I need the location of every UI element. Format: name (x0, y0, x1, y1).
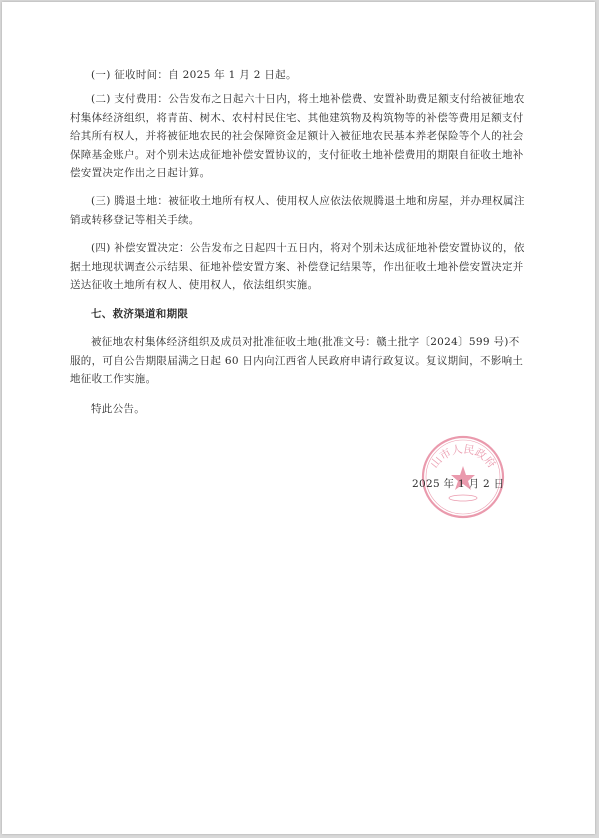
paragraph-remedy: 被征地农村集体经济组织及成员对批准征收土地(批准文号：赣土批字〔2024〕599 号)不服的，可自公告期限届满之日起 60 日内向江西省人民政府申请行政复议。复议期间，不影响土地征收工作实施。 (70, 336, 524, 386)
document-page (2, 2, 595, 834)
paragraph-payment: (二) 支付费用：公告发布之日起六十日内，将土地补偿费、安置补助费足额支付给被征地农村集体经济组织，将青苗、树木、农村村民住宅、其他建筑物及构筑物等的补偿等费用足额支付给其所有权人，并将被征地农民的社会保障资金足额计入被征地农民基本养老保险等个人的社会保障基金账户。对个别未达成征地补偿安置协议的，支付征收土地补偿费用的期限自征收土地补偿安置决定作出之日起计算。 (70, 93, 525, 180)
section-heading-remedy: 七、救济渠道和期限 (91, 308, 189, 320)
paragraph-compensation-decision: (四) 补偿安置决定：公告发布之日起四十五日内，将对个别未达成征地补偿安置协议的，依据土地现状调查公示结果、征地补偿安置方案、补偿登记结果等，作出征收土地补偿安置决定并送达征收土地所有权人、使用权人，依法组织实施。 (70, 242, 525, 292)
paragraph-vacate-land: (三) 腾退土地：被征收土地所有权人、使用权人应依法依规腾退土地和房屋，并办理权属注销或转移登记等相关手续。 (70, 195, 525, 226)
document-date: 2025 年 1 月 2 日 (412, 478, 505, 490)
paragraph-closing: 特此公告。 (91, 403, 145, 415)
document-body (2, 2, 595, 834)
paragraph-collection-time: (一) 征收时间：自 2025 年 1 月 2 日起。 (91, 69, 297, 81)
seal-text: 山市人民政府 (427, 442, 499, 471)
